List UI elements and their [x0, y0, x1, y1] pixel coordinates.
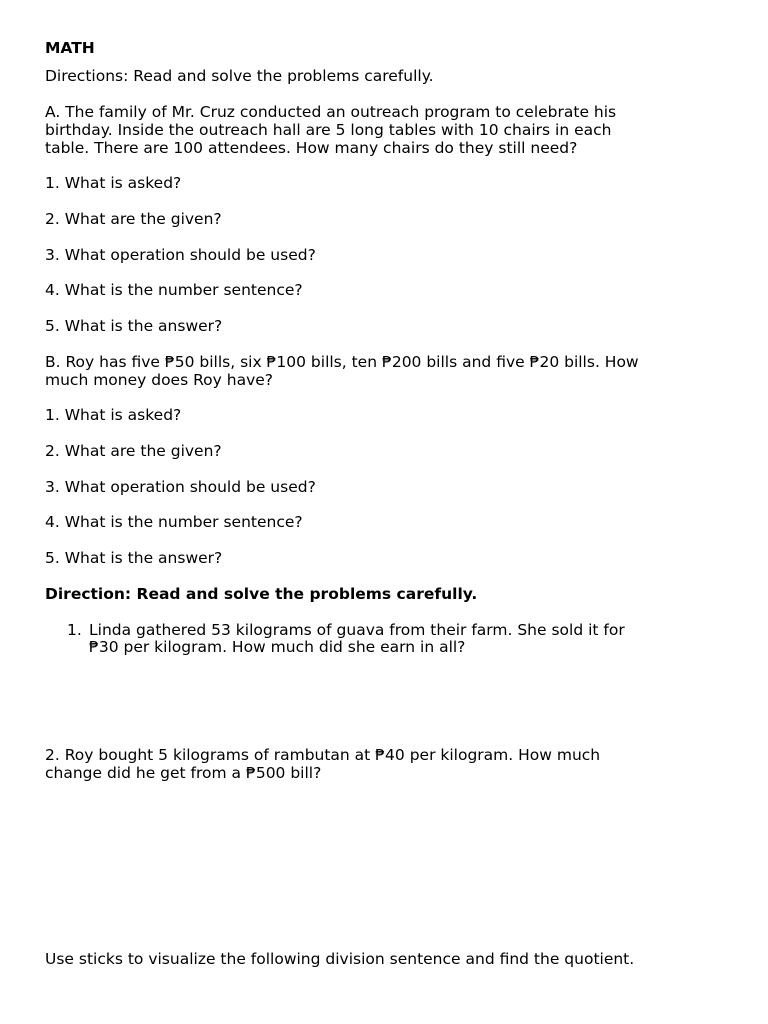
question-item: 3. What operation should be used?	[45, 246, 316, 264]
question-item: 4. What is the number sentence?	[45, 513, 303, 531]
word-problem-line: change did he get from a ₱500 bill?	[45, 764, 322, 782]
question-item: 5. What is the answer?	[45, 549, 223, 567]
word-problem-line: 2. Roy bought 5 kilograms of rambutan at ₱40 per kilogram. How much	[45, 746, 601, 764]
footer-instruction: Use sticks to visualize the following division sentence and find the quotient.	[45, 950, 635, 968]
question-item: 1. What is asked?	[45, 174, 182, 192]
problem-a-line: birthday. Inside the outreach hall are 5 long tables with 10 chairs in each	[45, 121, 612, 139]
section-direction: Direction: Read and solve the problems carefully.	[45, 585, 478, 603]
question-item: 5. What is the answer?	[45, 317, 223, 335]
question-item: 2. What are the given?	[45, 442, 222, 460]
question-item: 1. What is asked?	[45, 406, 182, 424]
word-problem-line: ₱30 per kilogram. How much did she earn in all?	[89, 638, 466, 656]
page-title: MATH	[45, 39, 95, 57]
problem-a-line: A. The family of Mr. Cruz conducted an outreach program to celebrate his	[45, 103, 617, 121]
question-item: 3. What operation should be used?	[45, 478, 316, 496]
question-item: 2. What are the given?	[45, 210, 222, 228]
problem-b-line: much money does Roy have?	[45, 371, 274, 389]
problem-a-line: table. There are 100 attendees. How many chairs do they still need?	[45, 139, 578, 157]
question-item: 4. What is the number sentence?	[45, 281, 303, 299]
problem-b-line: B. Roy has five ₱50 bills, six ₱100 bills, ten ₱200 bills and five ₱20 bills. How	[45, 353, 639, 371]
list-number: 1.	[67, 621, 82, 639]
word-problem-line: Linda gathered 53 kilograms of guava from their farm. She sold it for	[89, 621, 625, 639]
directions-text: Directions: Read and solve the problems carefully.	[45, 67, 434, 85]
